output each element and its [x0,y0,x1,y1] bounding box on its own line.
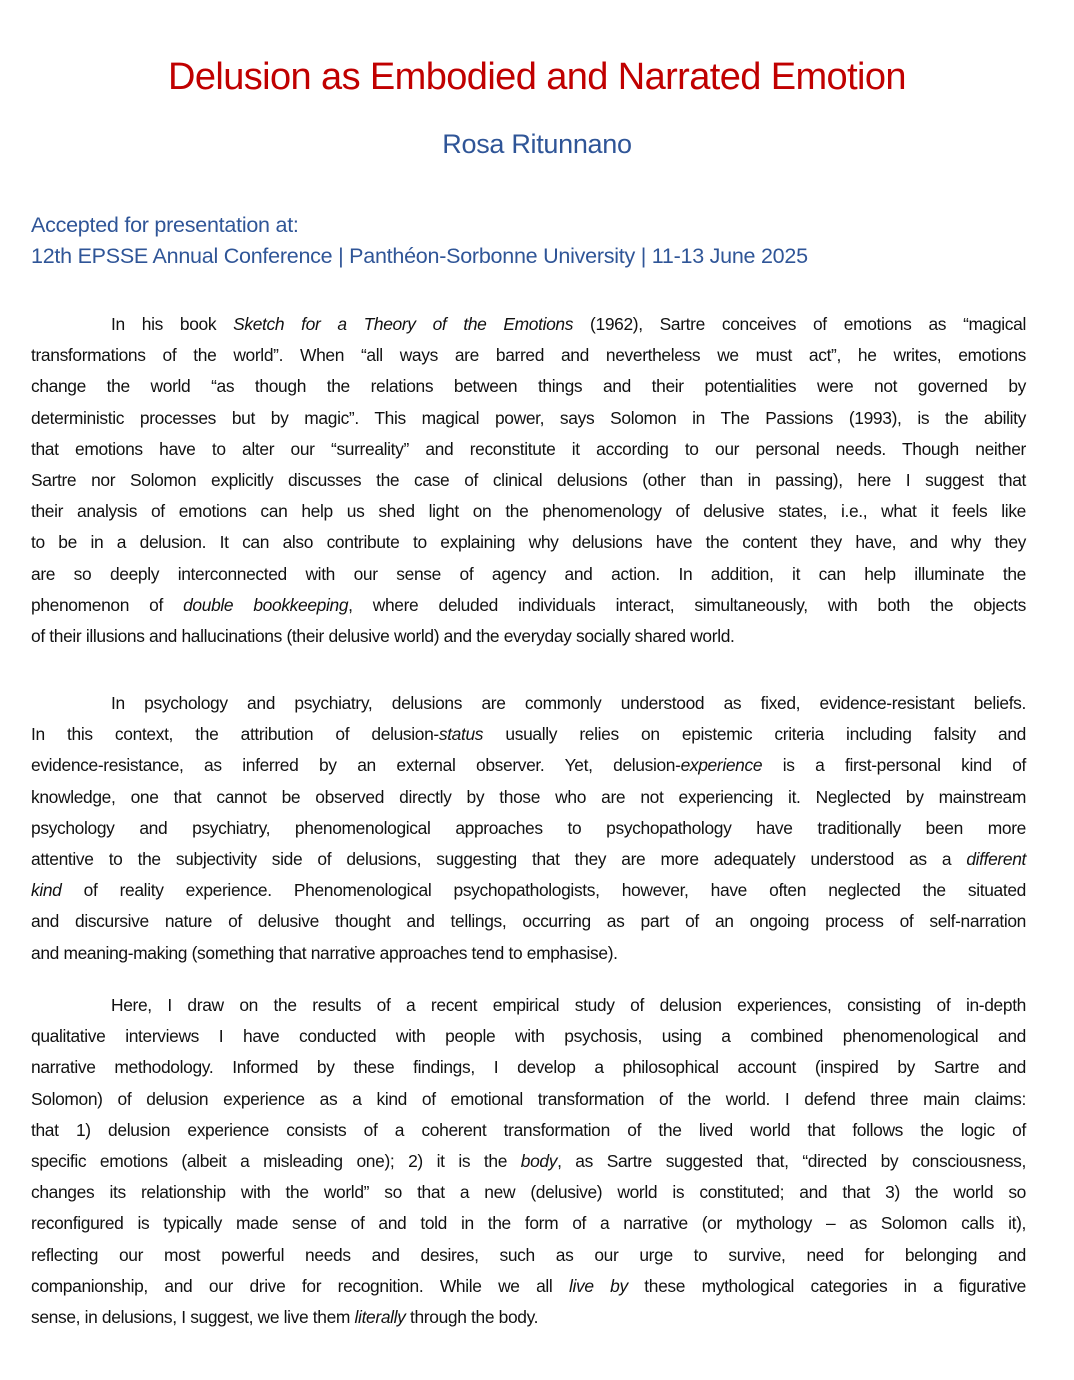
paragraph-line: Sartre nor Solomon explicitly discusses the case of clinical delusions (other than in passing), here I suggest that [31,469,1026,490]
abstract-paragraph-3 [31,990,1026,1333]
emphasis-text: kind [31,880,62,901]
author-name: Rosa Ritunnano [442,129,632,159]
paragraph-line: In psychology and psychiatry, delusions are commonly understood as fixed, evidence-resistant beliefs. [111,693,1026,713]
emphasis-text: different [966,848,1026,869]
paragraph-line: In his book Sketch for a Theory of the Emotions (1962), Sartre conceives of emotions as “magical [111,314,1026,334]
abstract-paragraph-1 [31,309,1026,652]
paragraph-line: of their illusions and hallucinations (their delusive world) and the everyday socially shared world. [31,625,735,646]
emphasis-text: live by [568,1275,628,1296]
paragraph-line: transformations of the world”. When “all ways are barred and nevertheless we must act”, he writes, emotions [31,345,1026,366]
paragraph-line: phenomenon of double bookkeeping, where deluded individuals interact, simultaneously, with both the objects [31,594,1027,615]
emphasis-text: Sketch for a Theory of the Emotions [233,314,574,334]
paragraph-line: evidence-resistance, as inferred by an external observer. Yet, delusion-experience is a first-personal kind of [31,755,1026,776]
emphasis-text: experience [680,755,763,776]
paragraph-line: to be in a delusion. It can also contribute to explaining why delusions have the content they have, and why they [31,532,1026,553]
paragraph-line: Solomon) of delusion experience as a kind of emotional transformation of the world. I defend three main claims: [31,1088,1026,1109]
paragraph-line: change the world “as though the relations between things and their potentialities were not governed by [31,376,1026,397]
paragraph-line: and discursive nature of delusive thought and tellings, occurring as part of an ongoing process of self-narration [31,911,1026,932]
emphasis-text: status [438,724,484,745]
paragraph-line: and meaning-making (something that narrative approaches tend to emphasise). [31,942,618,963]
paragraph-line: attentive to the subjectivity side of delusions, suggesting that they are more adequately understood as a different [31,848,1026,869]
paragraph-line: are so deeply interconnected with our sense of agency and action. In addition, it can help illuminate the [31,563,1026,584]
paragraph-line: sense, in delusions, I suggest, we live them literally through the body. [31,1306,539,1327]
abstract-paragraph-2 [31,688,1026,969]
document-title: Delusion as Embodied and Narrated Emotion [168,56,906,98]
paragraph-line: kind of reality experience. Phenomenological psychopathologists, however, have often neglected the situated [31,880,1026,901]
paragraph-line: narrative methodology. Informed by these findings, I develop a philosophical account (inspired by Sartre and [31,1057,1026,1078]
emphasis-text: body [520,1150,558,1171]
paragraph-line: In this context, the attribution of delusion-status usually relies on epistemic criteria including falsity and [31,724,1026,745]
paragraph-line: psychology and psychiatry, phenomenological approaches to psychopathology have traditionally been more [31,817,1026,838]
paragraph-line: deterministic processes but by magic”. This magical power, says Solomon in The Passions (1993), is the ability [31,407,1026,428]
conference-info [31,210,808,272]
paragraph-line: Here, I draw on the results of a recent empirical study of delusion experiences, consisting of in-depth [111,995,1026,1015]
emphasis-text: literally [354,1306,406,1327]
paragraph-line: reconfigured is typically made sense of and told in the form of a narrative (or mythology – as Solomon calls it), [31,1213,1026,1234]
paragraph-line: that 1) delusion experience consists of a coherent transformation of the lived world that follows the logic of [31,1119,1026,1140]
paragraph-line: qualitative interviews I have conducted with people with psychosis, using a combined phenomenological and [31,1026,1026,1047]
paragraph-line: companionship, and our drive for recognition. While we all live by these mythological categories in a figurative [31,1275,1027,1296]
conference-label: Accepted for presentation at: [31,213,299,237]
paragraph-line: knowledge, one that cannot be observed directly by those who are not experiencing it. Neglected by mainstream [31,786,1026,807]
paragraph-line: that emotions have to alter our “surreality” and reconstitute it according to our personal needs. Though neither [31,438,1026,459]
paragraph-line: reflecting our most powerful needs and desires, such as our urge to survive, need for belonging and [31,1244,1026,1265]
paragraph-line: changes its relationship with the world” so that a new (delusive) world is constituted; and that 3) the world so [31,1182,1026,1203]
emphasis-text: double bookkeeping [183,594,349,615]
paragraph-line: their analysis of emotions can help us shed light on the phenomenology of delusive states, i.e., what it feels like [31,501,1026,522]
conference-details: 12th EPSSE Annual Conference | Panthéon-Sorbonne University | 11-13 June 2025 [31,244,808,268]
paragraph-line: specific emotions (albeit a misleading one); 2) it is the body, as Sartre suggested that, “directed by consciousness, [31,1150,1026,1171]
